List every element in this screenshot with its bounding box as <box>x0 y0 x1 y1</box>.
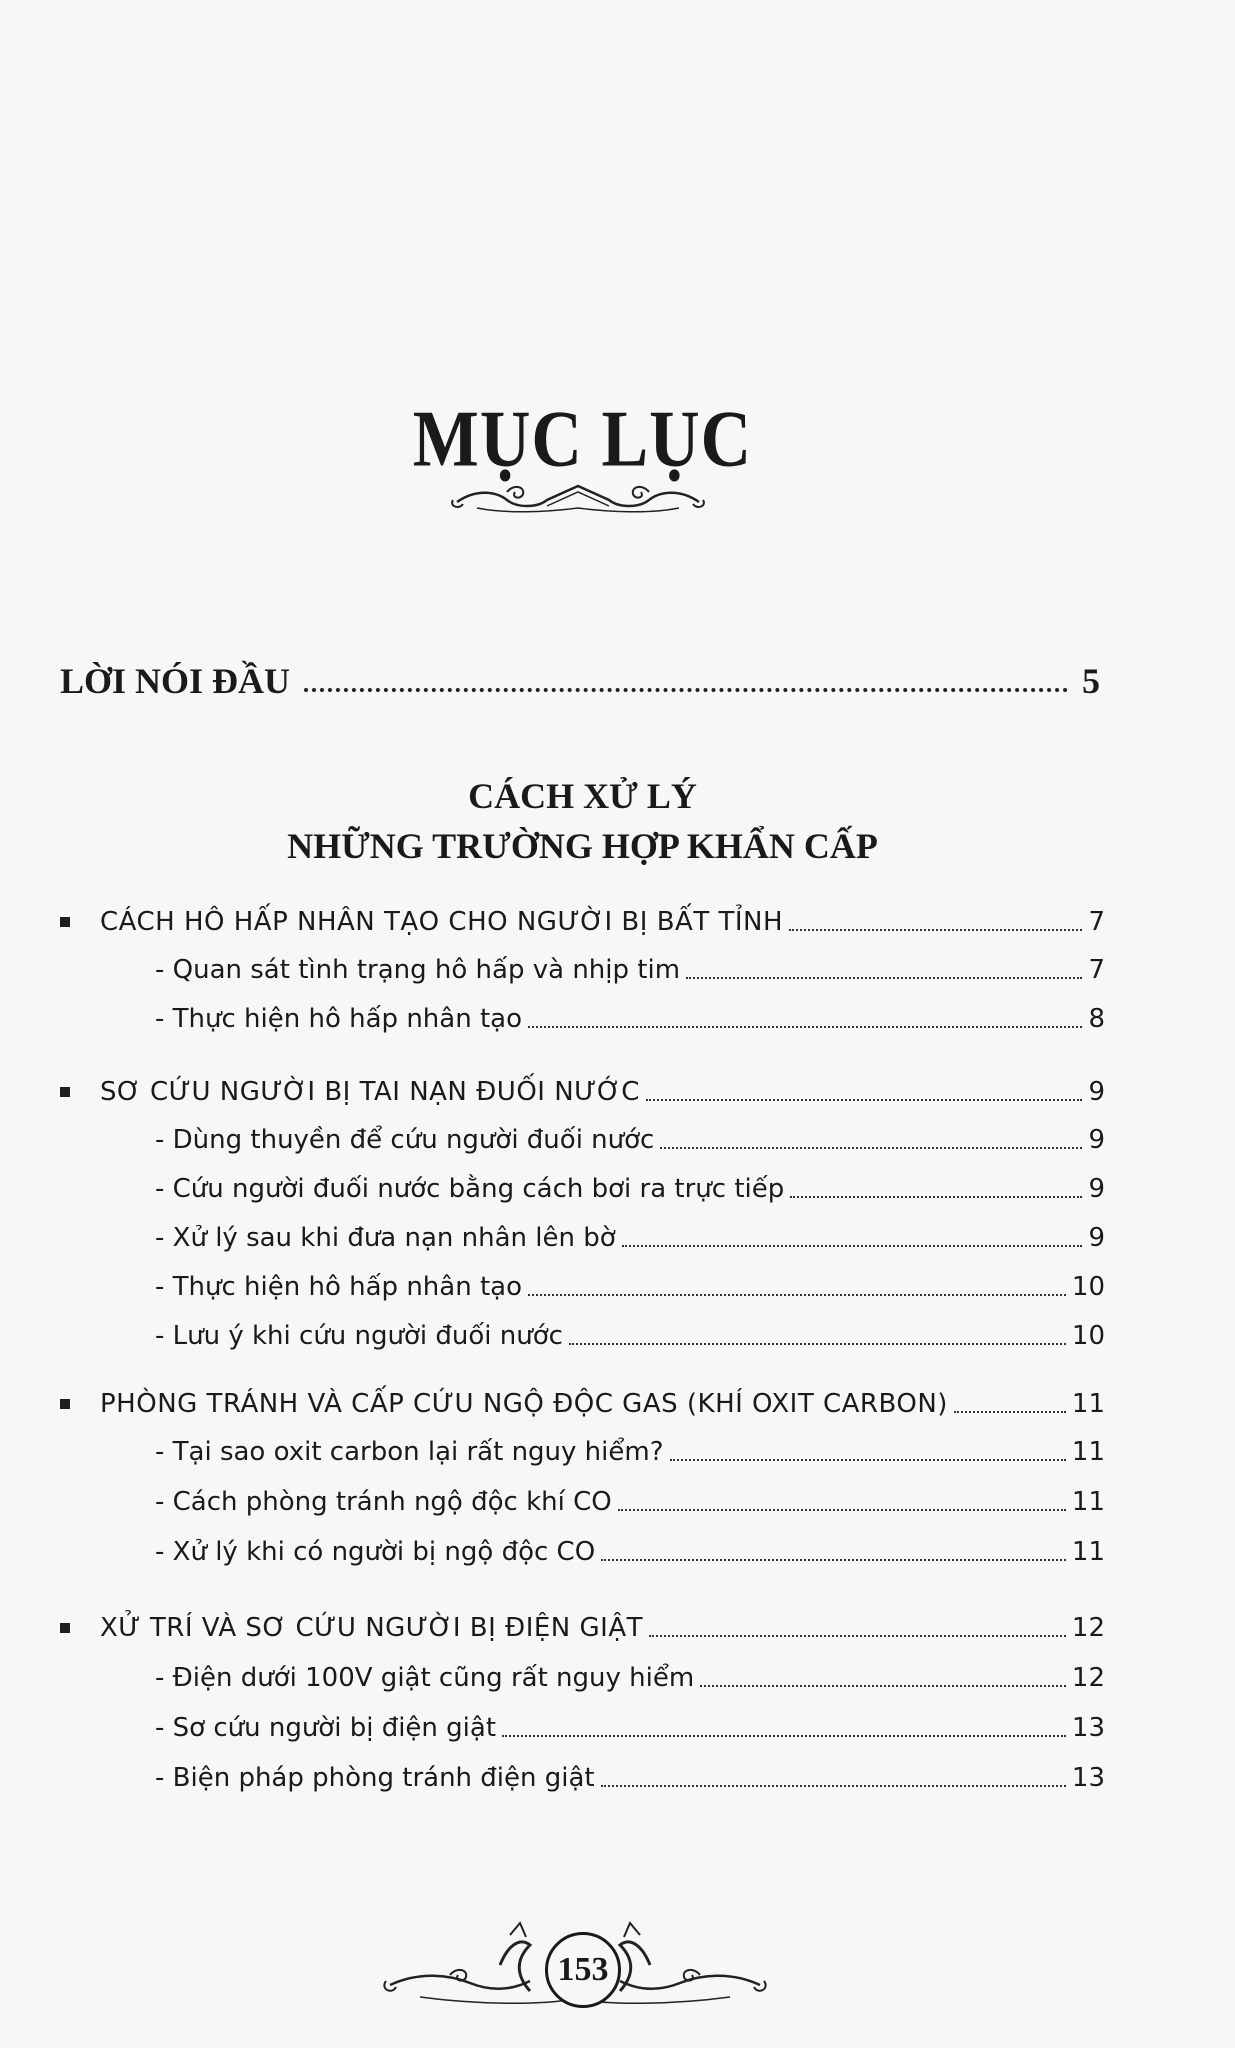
dot-leader <box>528 1026 1082 1028</box>
toc-entry-sub[interactable] <box>60 953 1105 987</box>
square-bullet-icon <box>60 1623 70 1633</box>
entry-label: - Thực hiện hô hấp nhân tạo <box>155 1272 522 1302</box>
toc-entry-sub[interactable] <box>60 1172 1105 1206</box>
dot-leader <box>649 1635 1066 1637</box>
dot-leader <box>789 929 1082 931</box>
entry-page: 10 <box>1071 1321 1105 1351</box>
entry-page: 10 <box>1071 1272 1105 1302</box>
entry-label: - Điện dưới 100V giật cũng rất nguy hiểm <box>155 1663 695 1693</box>
toc-entry-sub[interactable] <box>60 1221 1105 1255</box>
preface-page: 5 <box>1082 661 1100 701</box>
toc-entry-sub[interactable] <box>60 1123 1105 1157</box>
entry-page: 9 <box>1088 1223 1105 1253</box>
entry-page: 11 <box>1071 1537 1105 1567</box>
entry-label: - Xử lý sau khi đưa nạn nhân lên bờ <box>155 1223 616 1253</box>
entry-page: 7 <box>1088 907 1105 937</box>
entry-label: - Quan sát tình trạng hô hấp và nhịp tim <box>155 955 681 985</box>
square-bullet-icon <box>60 917 70 927</box>
dot-leader <box>670 1459 1066 1461</box>
dot-leader <box>618 1509 1066 1511</box>
toc-entry-main[interactable] <box>60 1611 1105 1645</box>
entry-label: - Sơ cứu người bị điện giật <box>155 1713 497 1743</box>
entry-page: 13 <box>1071 1713 1105 1743</box>
dot-leader <box>569 1343 1066 1345</box>
entry-page: 12 <box>1071 1613 1105 1643</box>
preface-label: LỜI NÓI ĐẦU <box>60 661 291 701</box>
dot-leader <box>304 688 1068 692</box>
toc-entry-sub[interactable] <box>60 1002 1105 1036</box>
entry-page: 12 <box>1071 1663 1105 1693</box>
entry-page: 11 <box>1071 1487 1105 1517</box>
dot-leader <box>790 1196 1082 1198</box>
toc-entry-sub[interactable] <box>60 1485 1105 1519</box>
entry-page: 8 <box>1088 1004 1105 1034</box>
entry-label: - Tại sao oxit carbon lại rất nguy hiểm? <box>155 1437 664 1467</box>
toc-entry-sub[interactable] <box>60 1711 1105 1745</box>
entry-page: 9 <box>1088 1125 1105 1155</box>
entry-page: 11 <box>1071 1437 1105 1467</box>
flourish-ornament-icon <box>447 478 709 516</box>
entry-page: 9 <box>1088 1077 1105 1107</box>
toc-entry-sub[interactable] <box>60 1661 1105 1695</box>
dot-leader <box>646 1099 1083 1101</box>
section-heading-line2: NHỮNG TRƯỜNG HỢP KHẨN CẤP <box>287 826 878 866</box>
section-heading-line1: CÁCH XỬ LÝ <box>468 776 697 816</box>
toc-entry-sub[interactable] <box>60 1535 1105 1569</box>
dot-leader <box>601 1559 1066 1561</box>
dot-leader <box>660 1147 1082 1149</box>
entry-label: - Thực hiện hô hấp nhân tạo <box>155 1004 522 1034</box>
entry-label: - Dùng thuyền để cứu người đuối nước <box>155 1125 655 1155</box>
entry-page: 13 <box>1071 1763 1105 1793</box>
entry-label: CÁCH HÔ HẤP NHÂN TẠO CHO NGƯỜI BỊ BẤT TỈNH <box>100 907 784 937</box>
page-number: 153 <box>545 1932 621 2008</box>
dot-leader <box>528 1294 1066 1296</box>
entry-label: PHÒNG TRÁNH VÀ CẤP CỨU NGỘ ĐỘC GAS (KHÍ OXIT CARBON) <box>100 1389 948 1419</box>
entry-label: - Cách phòng tránh ngộ độc khí CO <box>155 1487 612 1517</box>
entry-label: SƠ CỨU NGƯỜI BỊ TAI NẠN ĐUỐI NƯỚC <box>100 1077 640 1107</box>
toc-entry-sub[interactable] <box>60 1319 1105 1353</box>
square-bullet-icon <box>60 1087 70 1097</box>
entry-label: - Xử lý khi có người bị ngộ độc CO <box>155 1537 596 1567</box>
dot-leader <box>686 977 1082 979</box>
square-bullet-icon <box>60 1399 70 1409</box>
dot-leader <box>502 1735 1066 1737</box>
dot-leader <box>700 1685 1066 1687</box>
toc-entry-main[interactable] <box>60 1075 1105 1109</box>
page-title: MỤC LỤC <box>412 395 753 484</box>
toc-entry-sub[interactable] <box>60 1761 1105 1795</box>
entry-label: - Biện pháp phòng tránh điện giật <box>155 1763 595 1793</box>
dot-leader <box>601 1785 1066 1787</box>
toc-entry-sub[interactable] <box>60 1270 1105 1304</box>
toc-entry-preface[interactable] <box>60 660 1100 702</box>
entry-page: 9 <box>1088 1174 1105 1204</box>
dot-leader <box>954 1411 1066 1413</box>
entry-label: - Cứu người đuối nước bằng cách bơi ra trực tiếp <box>155 1174 785 1204</box>
entry-page: 11 <box>1071 1389 1105 1419</box>
dot-leader <box>622 1245 1083 1247</box>
entry-label: XỬ TRÍ VÀ SƠ CỨU NGƯỜI BỊ ĐIỆN GIẬT <box>100 1613 643 1643</box>
toc-entry-main[interactable] <box>60 1387 1105 1421</box>
entry-page: 7 <box>1088 955 1105 985</box>
toc-entry-main[interactable] <box>60 905 1105 939</box>
toc-entry-sub[interactable] <box>60 1435 1105 1469</box>
entry-label: - Lưu ý khi cứu người đuối nước <box>155 1321 563 1351</box>
